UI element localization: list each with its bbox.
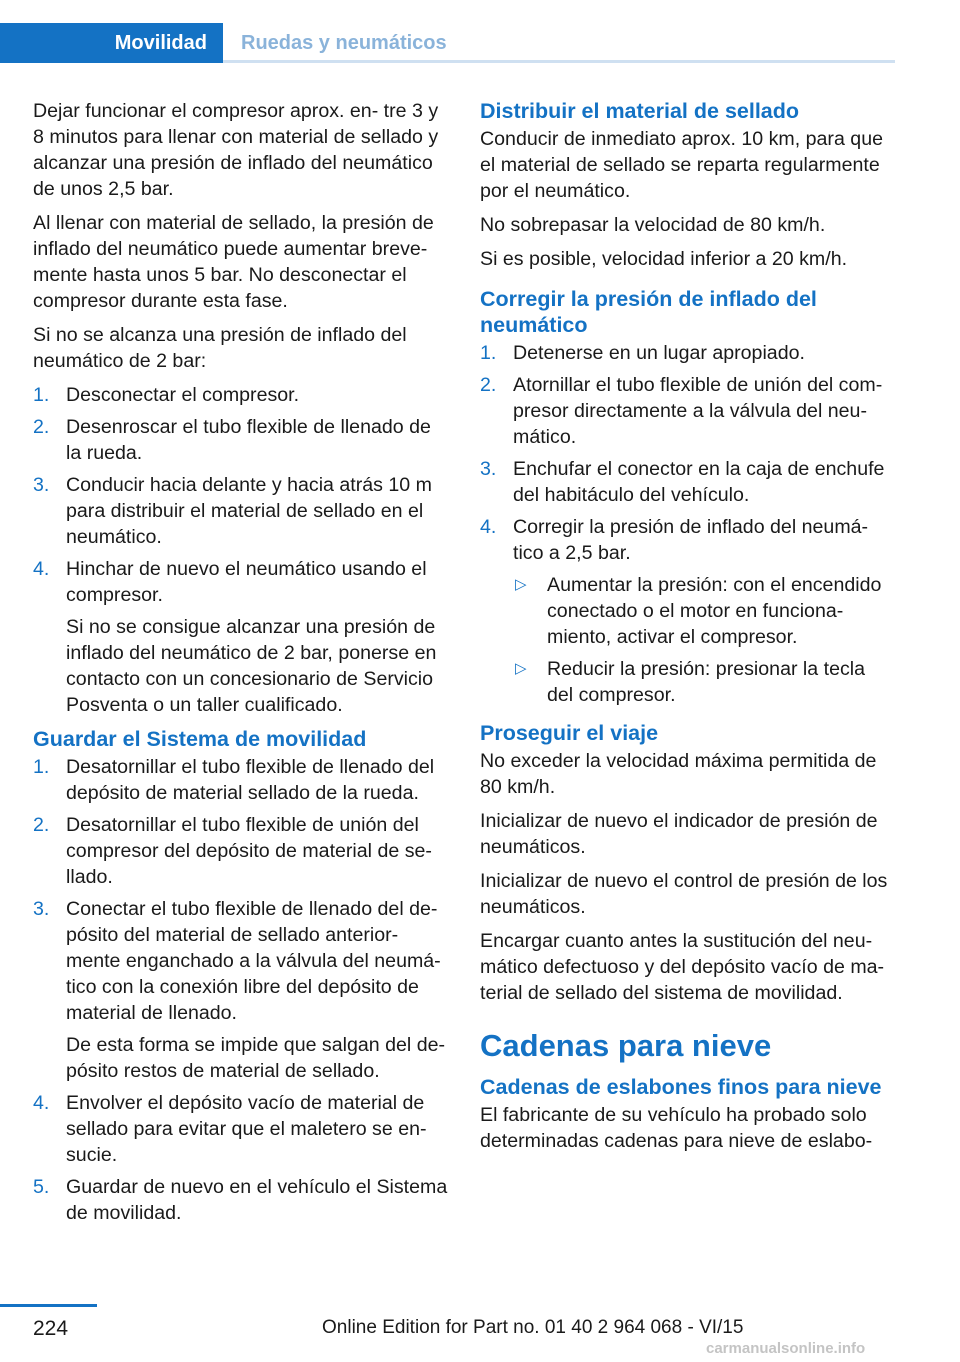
left-column [33, 98, 451, 1234]
footer-rule [0, 1304, 97, 1307]
paragraph: Inicializar de nuevo el indicador de presión de neumáticos. [480, 810, 878, 858]
list-item [33, 472, 451, 550]
list-item [480, 514, 896, 708]
step-number: 3. [33, 898, 50, 920]
paragraph: Inicializar de nuevo el control de presión de los neumáticos. [480, 870, 888, 918]
steps-list [480, 340, 896, 708]
paragraph: No exceder la velocidad máxima permitida de 80 km/h. [480, 750, 877, 798]
list-item [33, 754, 451, 806]
watermark: carmanualsonline.info [706, 1340, 866, 1357]
header-rule [223, 60, 895, 63]
triangle-bullet-icon: ▷ [515, 660, 527, 677]
step-note: Si no se consigue alcanzar una presión de inflado del neumático de 2 bar, ponerse en contacto con un concesionario de Servicio Posventa o un taller cualificado. [66, 616, 437, 716]
list-item [480, 340, 896, 366]
page-number: 224 [33, 1317, 69, 1340]
step-text: Desenroscar el tubo flexible de llenado de la rueda. [66, 416, 431, 464]
step-number: 1. [33, 756, 50, 778]
step-number: 5. [33, 1176, 50, 1198]
step-number: 4. [33, 1092, 50, 1114]
paragraph: Encargar cuanto antes la sustitución del neu‐ mático defectuoso y del depósito vacío de ma‐ terial de sellado del sistema de movilidad. [480, 930, 885, 1004]
steps-list [33, 754, 451, 1226]
step-text: Conducir hacia delante y hacia atrás 10 m para distribuir el material de sellado en el neumático. [66, 474, 432, 548]
step-text: Conectar el tubo flexible de llenado del de‐ pósito del material de sellado anterior‐ mente enganchado a la válvula del neumá‐ tico con la conexión libre del depósito de material de llenado. [66, 898, 441, 1024]
list-item [33, 812, 451, 890]
step-text: Enchufar el conector en la caja de enchufe del habitáculo del vehículo. [513, 458, 885, 506]
step-number: 1. [480, 342, 497, 364]
step-text: Corregir la presión de inflado del neumá‐ tico a 2,5 bar. [513, 516, 869, 564]
section-heading: Distribuir el material de sellado [480, 99, 800, 123]
step-number: 4. [33, 558, 50, 580]
step-number: 2. [480, 374, 497, 396]
step-number: 3. [33, 474, 50, 496]
steps-list [33, 382, 451, 718]
list-item [33, 414, 451, 466]
page-header [0, 0, 960, 62]
chapter-title: Cadenas para nieve [480, 1028, 772, 1063]
bullet-item [513, 572, 896, 650]
list-item [480, 372, 896, 450]
step-text: Atornillar el tubo flexible de unión del com‐ presor directamente a la válvula del neu‐ mático. [513, 374, 883, 448]
section-heading: Proseguir el viaje [480, 721, 659, 745]
triangle-bullet-icon: ▷ [515, 576, 527, 593]
bullet-text: Aumentar la presión: con el encendido conectado o el motor en funciona‐ miento, activar el compresor. [547, 574, 882, 648]
list-item [33, 1090, 451, 1168]
tab-ruedas-y-neumaticos[interactable]: Ruedas y neumáticos [241, 32, 447, 54]
paragraph: Dejar funcionar el compresor aprox. en‐ tre 3 y 8 minutos para llenar con material de sellado y alcanzar una presión de inflado del neumático de unos 2,5 bar. [33, 100, 439, 200]
paragraph: Conducir de inmediato aprox. 10 km, para que el material de sellado se reparta regularmente por el neumático. [480, 128, 883, 202]
step-number: 3. [480, 458, 497, 480]
bullet-list [513, 572, 896, 708]
list-item [33, 896, 451, 1084]
edition-text: Online Edition for Part no. 01 40 2 964 068 - VI/15 [322, 1317, 744, 1338]
list-item [33, 556, 451, 718]
paragraph: El fabricante de su vehículo ha probado solo determinadas cadenas para nieve de eslabo‐ [480, 1104, 873, 1152]
step-number: 2. [33, 416, 50, 438]
paragraph: Si no se alcanza una presión de inflado del neumático de 2 bar: [33, 324, 407, 372]
right-column [480, 98, 896, 1162]
section-heading: Cadenas de eslabones finos para nieve [480, 1075, 882, 1099]
step-number: 4. [480, 516, 497, 538]
tab-movilidad[interactable]: Movilidad [0, 23, 223, 63]
section-heading: Guardar el Sistema de movilidad [33, 727, 367, 751]
paragraph: No sobrepasar la velocidad de 80 km/h. [480, 214, 826, 236]
step-text: Hinchar de nuevo el neumático usando el compresor. [66, 558, 427, 606]
bullet-text: Reducir la presión: presionar la tecla del compresor. [547, 658, 866, 706]
list-item [33, 382, 451, 408]
section-heading: Corregir la presión de inflado del neumático [480, 287, 817, 337]
step-text: Desatornillar el tubo flexible de llenado del depósito de material sellado de la rueda. [66, 756, 435, 804]
step-text: Detenerse en un lugar apropiado. [513, 342, 805, 364]
step-text: Guardar de nuevo en el vehículo el Sistema de movilidad. [66, 1176, 448, 1224]
step-number: 1. [33, 384, 50, 406]
step-text: Desconectar el compresor. [66, 384, 300, 406]
paragraph: Si es posible, velocidad inferior a 20 km/h. [480, 248, 848, 270]
list-item [480, 456, 896, 508]
step-text: Envolver el depósito vacío de material de sellado para evitar que el maletero se en‐ sucie. [66, 1092, 427, 1166]
step-number: 2. [33, 814, 50, 836]
paragraph: Al llenar con material de sellado, la presión de inflado del neumático puede aumentar breve‐ mente hasta unos 5 bar. No desconectar el compresor durante esta fase. [33, 212, 434, 312]
list-item [33, 1174, 451, 1226]
step-note: De esta forma se impide que salgan del de‐ pósito restos de material de sellado. [66, 1034, 446, 1082]
bullet-item [513, 656, 896, 708]
step-text: Desatornillar el tubo flexible de unión del compresor del depósito de material de se‐ llado. [66, 814, 432, 888]
